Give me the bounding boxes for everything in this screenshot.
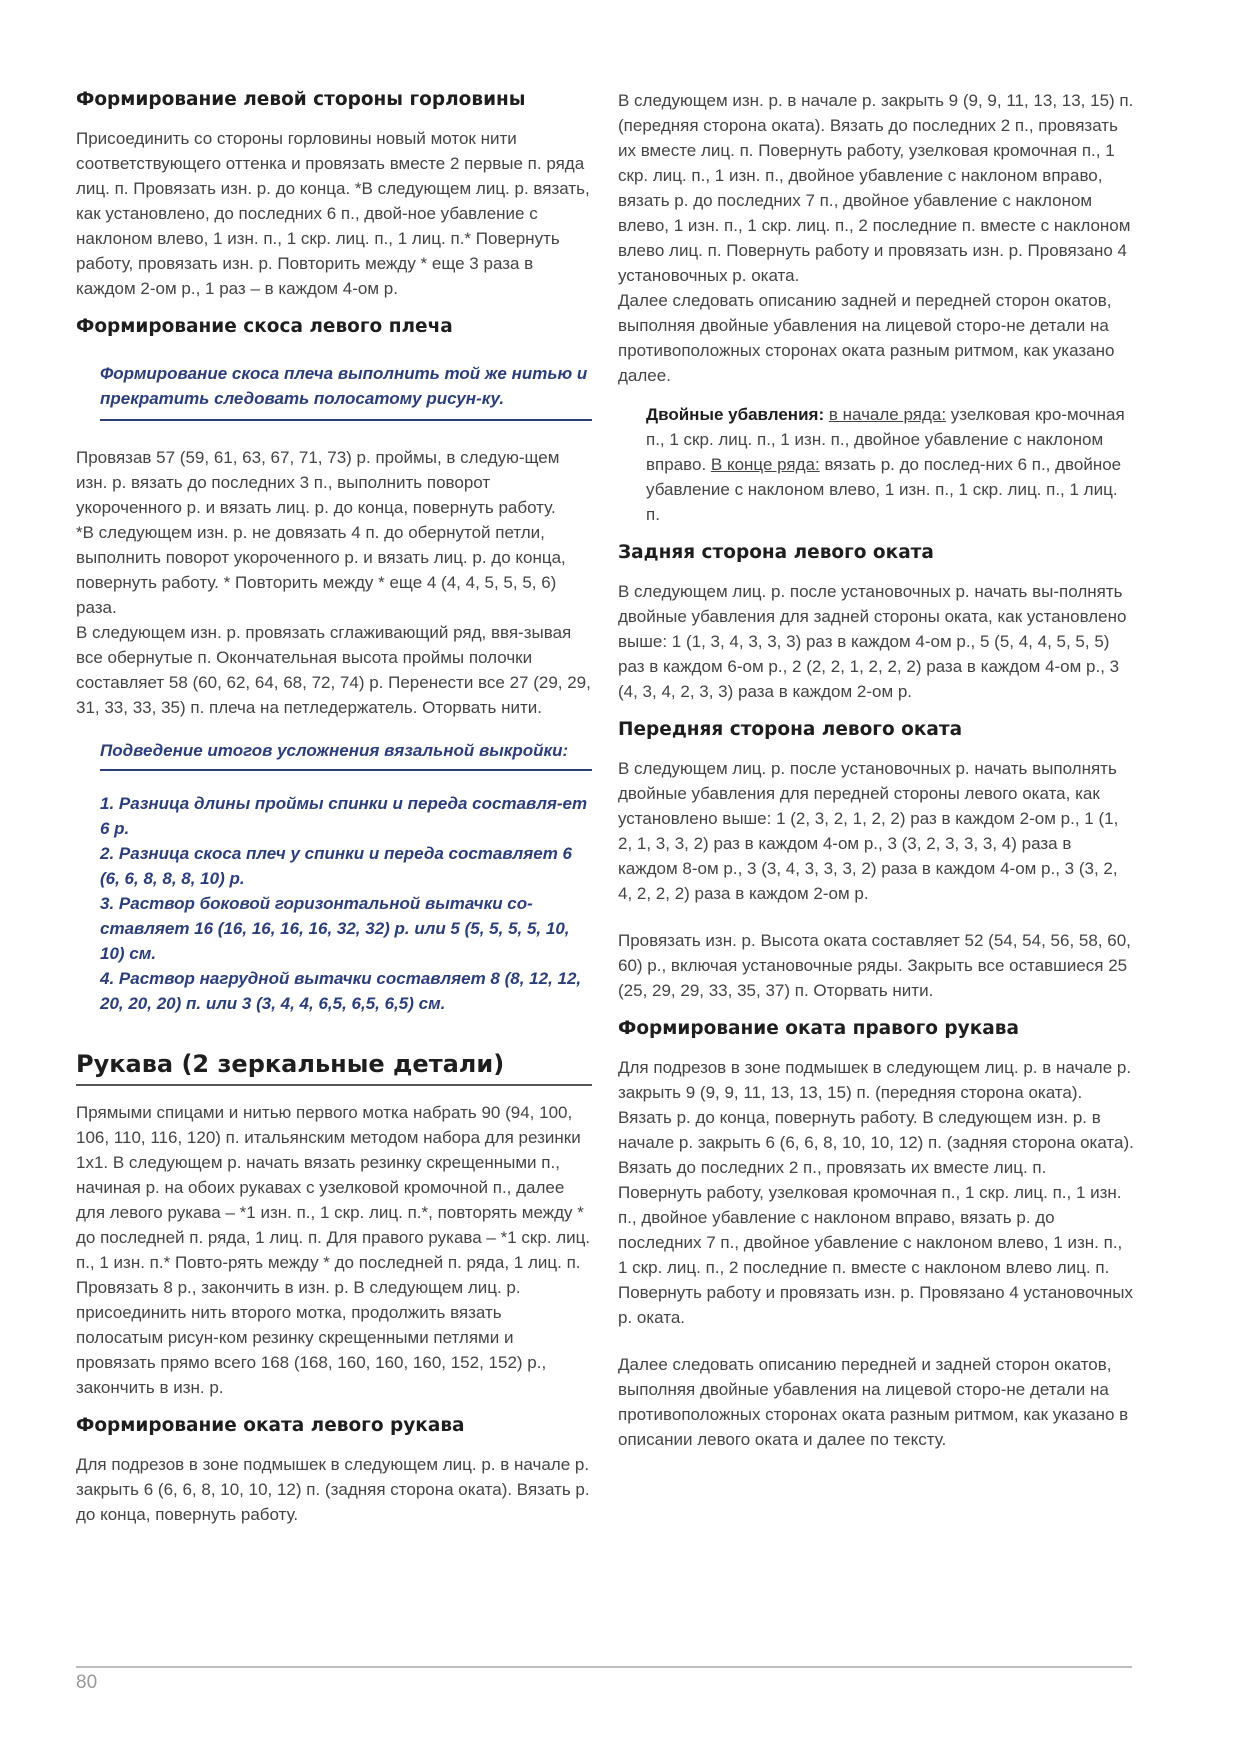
section-title-back-cap: Задняя сторона левого оката [618, 542, 934, 563]
row-start-text: узелковая кро-мочная п., 1 скр. лиц. п., 1 изн. п., двойное убавление с наклоном вправо. [646, 405, 1125, 474]
section-title-left-neckline: Формирование левой стороны горловины [76, 89, 526, 110]
note-shoulder: Формирование скоса плеча выполнить той же нитью и прекратить следовать полосатому рисун-ку. [100, 364, 588, 408]
summary-item: 3. Раствор боковой горизонтальной вытачки со-ставляет 16 (16, 16, 16, 16, 32, 32) р. или 5 (5, 5, 5, 5, 10, 10) см. [100, 894, 570, 963]
paragraph-right-2: Далее следовать описанию задней и передней сторон окатов, выполняя двойные убавления на лицевой сторо-не детали на противоположных сторонах оката разным ритмом, как указано далее. [618, 291, 1115, 385]
summary-list [100, 791, 592, 1016]
row-end-label: В конце ряда: [710, 455, 820, 474]
paragraph-shoulder-3: В следующем изн. р. провязать сглаживающий ряд, ввя-зывая все обернутые п. Окончательная высота проймы полочки составляет 58 (60, 62, 64, 68, 72, 74) р. Перенести все 27 (29, 29, 31, 33, 33, 35) п. плеча на петледержатель. Оторвать нити. [76, 623, 591, 717]
paragraph-left-neckline: Присоединить со стороны горловины новый моток нити соответствующего оттенка и провязать вместе 2 первые п. ряда лиц. п. Провязать изн. р. до конца. *В следующем лиц. р. вязать, как установлено, до последних 6 п., двой-ное убавление с наклоном влево, 1 изн. п., 1 скр. лиц. п., 1 лиц. п.* Повернуть работу, провязать изн. р. Повторить между * еще 3 раза в каждом 2-ом р., 1 раз – в каждом 4-ом р. [76, 129, 590, 298]
section-title-front-cap: Передняя сторона левого оката [618, 719, 963, 740]
double-decrease-label: Двойные убавления: [646, 405, 825, 424]
left-column [76, 88, 592, 1527]
paragraph-shoulder-2: *В следующем изн. р. не довязать 4 п. до обернутой петли, выполнить поворот укороченного р. и вязать лиц. р. до конца, повернуть работу. * Повторить между * еще 4 (4, 4, 5, 5, 5, 6) раза. [76, 523, 566, 617]
summary-item: 1. Разница длины проймы спинки и переда составля-ет 6 р. [100, 794, 588, 838]
note-divider [100, 419, 592, 421]
summary-item: 4. Раствор нагрудной вытачки составляет 8 (8, 12, 12, 20, 20, 20) п. или 3 (3, 4, 4, 6,5, 6,5, 6,5) см. [100, 969, 582, 1013]
page-number: 80 [76, 1672, 98, 1693]
paragraph-right-cap-2: Далее следовать описанию передней и задней сторон окатов, выполняя двойные убавления на лицевой сторо-не детали на противоположных сторонах оката разным ритмом, как указано в описании левого оката и далее по тексту. [618, 1355, 1129, 1449]
paragraph-right-1: В следующем изн. р. в начале р. закрыть 9 (9, 9, 11, 13, 13, 15) п. (передняя сторона оката). Вязать до последних 2 п., провязать их вместе лиц. п. Повернуть работу, узелковая кромочная п., 1 скр. лиц. п., 1 изн. п., двойное убавление с наклоном вправо, вязать р. до последних 7 п., двойное убавление с наклоном влево, 1 изн. п., 1 скр. лиц. п., 2 последние п. вместе с наклоном влево лиц. п. Повернуть работу и провязать изн. р. Провязано 4 установочных р. оката. [618, 91, 1134, 285]
summary-title: Подведение итогов усложнения вязальной выкройки: [100, 738, 592, 771]
paragraph-front-cap-2: Провязать изн. р. Высота оката составляет 52 (54, 54, 56, 58, 60, 60) р., включая установочные ряды. Закрыть все оставшиеся 25 (25, 29, 29, 33, 35, 37) п. Оторвать нити. [618, 931, 1131, 1000]
double-decrease-text [646, 402, 1134, 527]
section-title-right-cap: Формирование оката правого рукава [618, 1018, 1019, 1039]
row-start-label: в начале ряда: [828, 405, 947, 424]
double-decrease-box [646, 402, 1134, 527]
row-end-text: вязать р. до послед-них 6 п., двойное убавление с наклоном влево, 1 изн. п., 1 скр. лиц. п., 1 лиц. п. [646, 455, 1122, 524]
chapter-heading-sleeves: Рукава (2 зеркальные детали) [76, 1050, 592, 1086]
summary-item: 2. Разница скоса плеч у спинки и переда составляет 6 (6, 6, 8, 8, 8, 10) р. [100, 844, 572, 888]
paragraph-shoulder-1: Провязав 57 (59, 61, 63, 67, 71, 73) р. проймы, в следую-щем изн. р. вязать до последних 3 п., выполнить поворот укороченного р. и вязать лиц. р. до конца, повернуть работу. [76, 448, 560, 517]
paragraph-back-cap: В следующем лиц. р. после установочных р. начать вы-полнять двойные убавления для задней стороны оката, как установлено выше: 1 (1, 3, 4, 3, 3, 3) раз в каждом 4-ом р., 5 (5, 4, 4, 5, 5, 5) раз в каждом 6-ом р., 2 (2, 2, 1, 2, 2, 2) раза в каждом 4-ом р., 3 (4, 3, 4, 2, 3, 3) раза в каждом 2-ом р. [618, 582, 1127, 701]
section-title-left-shoulder: Формирование скоса левого плеча [76, 316, 453, 337]
paragraph-right-cap: Для подрезов в зоне подмышек в следующем лиц. р. в начале р. закрыть 9 (9, 9, 11, 13, 13, 15) п. (передняя сторона оката). Вязать р. до конца, повернуть работу. В следующем изн. р. в начале р. закрыть 6 (6, 6, 8, 10, 10, 12) п. (задняя сторона оката). Вязать до последних 2 п., провязать их вместе лиц. п. Повернуть работу, узелковая кромочная п., 1 скр. лиц. п., 1 изн. п., двойное убавление с наклоном вправо, вязать р. до последних 7 п., двойное убавление с наклоном влево, 1 изн. п., 1 скр. лиц. п., 2 последние п. вместе с наклоном влево лиц. п. Повернуть работу и провязать изн. р. Провязано 4 установочных р. оката. [618, 1058, 1134, 1327]
paragraph-left-cap: Для подрезов в зоне подмышек в следующем лиц. р. в начале р. закрыть 6 (6, 6, 8, 10, 10, 12) п. (задняя сторона оката). Вязать р. до конца, повернуть работу. [76, 1455, 590, 1524]
right-column [618, 88, 1134, 1452]
paragraph-sleeves: Прямыми спицами и нитью первого мотка набрать 90 (94, 100, 106, 110, 116, 120) п. итальянским методом набора для резинки 1х1. В следующем р. начать вязать резинку скрещенными п., начиная р. на обоих рукавах с узелковой кромочной п., далее для левого рукава – *1 изн. п., 1 скр. лиц. п.*, повторять между * до последней п. ряда, 1 лиц. п. Для правого рукава – *1 скр. лиц. п., 1 изн. п.* Повто-рять между * до последней п. ряда, 1 лиц. п. Провязать 8 р., закончить в изн. р. В следующем лиц. р. присоединить нить второго мотка, продолжить вязать полосатым рисун-ком резинку скрещенными петлями и провязать прямо всего 168 (168, 160, 160, 160, 152, 152) р., закончить в изн. р. [76, 1103, 591, 1397]
paragraph-front-cap: В следующем лиц. р. после установочных р. начать выполнять двойные убавления для передней стороны левого оката, как установлено выше: 1 (2, 3, 2, 1, 2, 2) раз в каждом 2-ом р., 1 (1, 2, 1, 3, 3, 2) раз в каждом 4-ом р., 3 (3, 2, 3, 3, 3, 4) раза в каждом 8-ом р., 3 (3, 4, 3, 3, 3, 2) раза в каждом 4-ом р., 3 (3, 2, 4, 2, 2, 2) раза в каждом 2-ом р. [618, 759, 1119, 903]
section-title-left-cap: Формирование оката левого рукава [76, 1415, 465, 1436]
footer-divider [76, 1666, 1132, 1668]
